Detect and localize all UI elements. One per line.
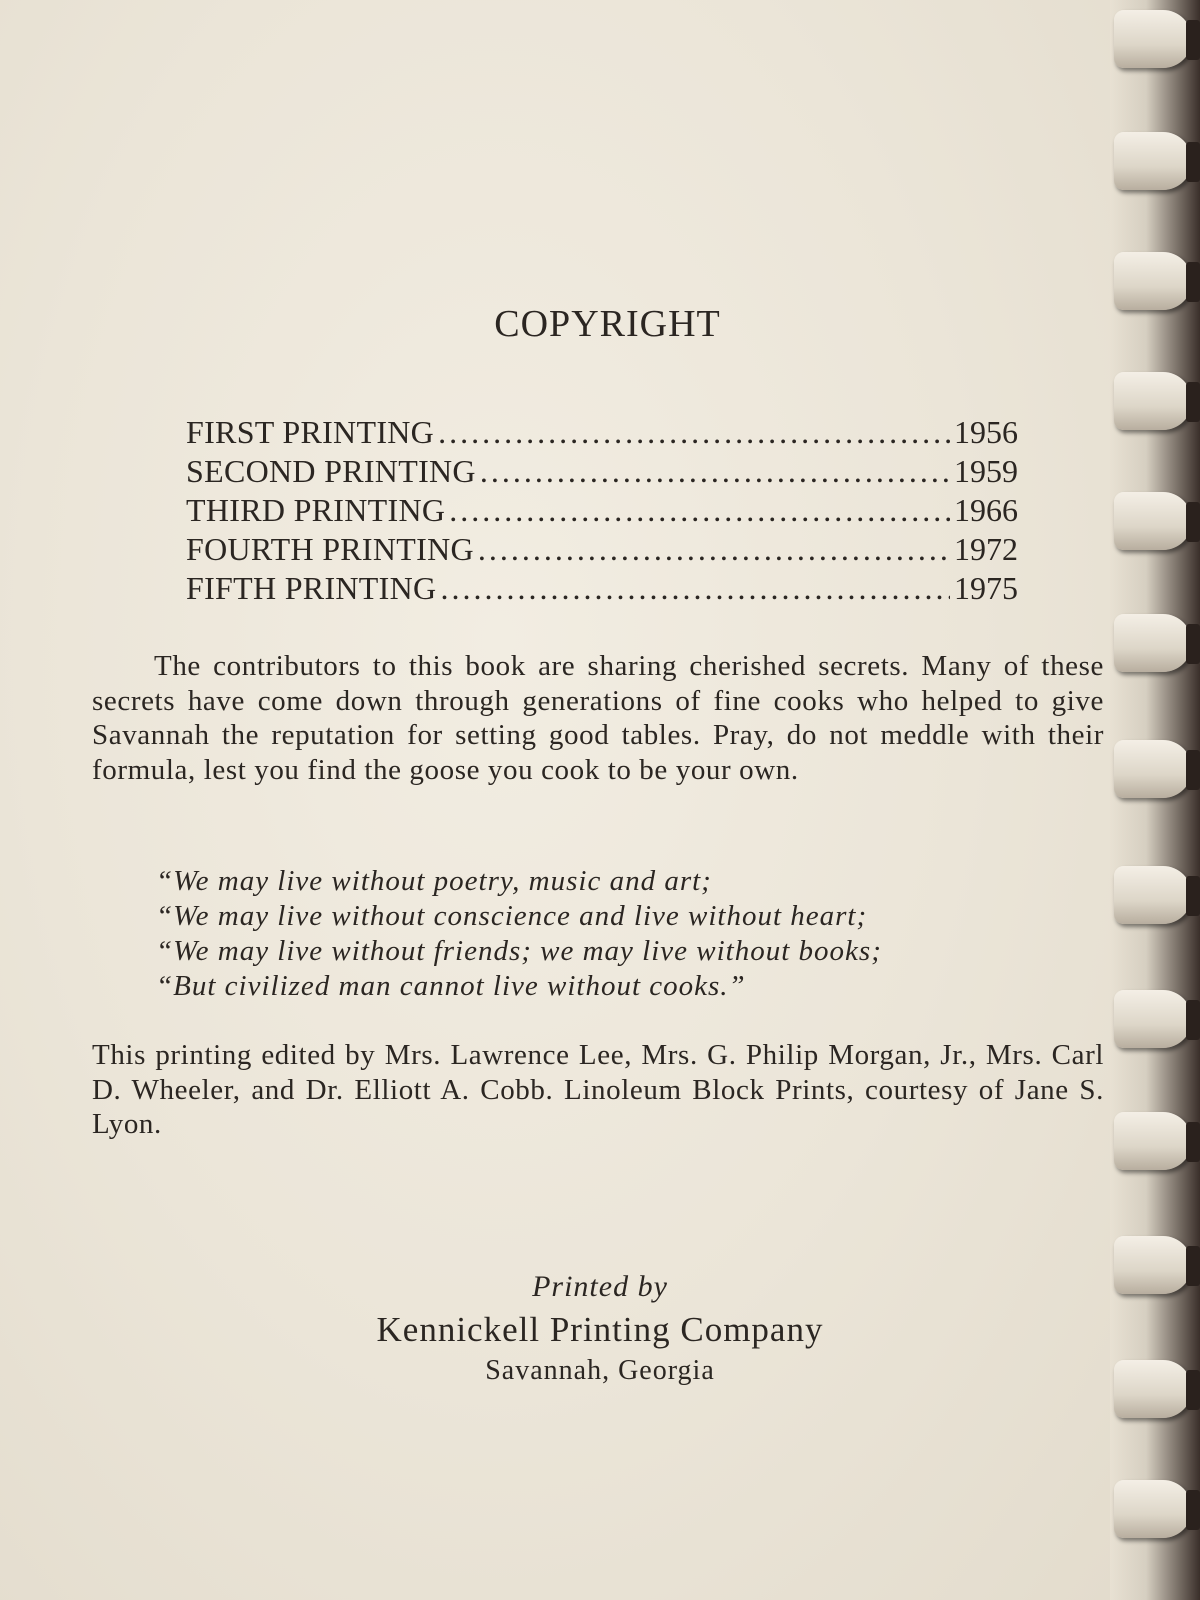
binding-ring (1114, 740, 1192, 798)
binding-ring (1114, 10, 1192, 68)
page-title: COPYRIGHT (494, 303, 721, 345)
printing-row (186, 414, 1018, 453)
printing-row (186, 492, 1018, 531)
printing-label: FIRST PRINTING (186, 414, 435, 450)
binding-ring (1114, 1360, 1192, 1418)
editors-paragraph: This printing edited by Mrs. Lawrence Lee, Mrs. G. Philip Morgan, Jr., Mrs. Carl D. Wheeler, and Dr. Elliott A. Cobb. Linoleum Block Prints, courtesy of Jane S. Lyon. (92, 1039, 1104, 1140)
poem-line: “We may live without poetry, music and art; (156, 865, 712, 897)
printing-row (186, 570, 1018, 609)
printing-label: FOURTH PRINTING (186, 531, 474, 567)
printing-label: THIRD PRINTING (186, 492, 446, 528)
printing-year: 1956 (954, 414, 1018, 450)
dot-leader (449, 492, 950, 529)
printing-year: 1972 (954, 531, 1018, 567)
dot-leader (480, 453, 950, 490)
binding-ring (1114, 1112, 1192, 1170)
binding-ring (1114, 1236, 1192, 1294)
binding-ring (1114, 1480, 1192, 1538)
printing-row (186, 453, 1018, 492)
printing-year: 1959 (954, 453, 1018, 489)
intro-paragraph: The contributors to this book are sharing cherished secrets. Many of these secrets have come down through generations of fine cooks who helped to give Savannah the reputation for setting good tables. Pray, do not meddle with their formula, lest you find the goose you cook to be your own. (92, 650, 1104, 786)
binding-ring (1114, 614, 1192, 672)
printer-location: Savannah, Georgia (485, 1355, 715, 1386)
poem-verse (156, 864, 882, 1004)
binding-ring (1114, 132, 1192, 190)
printing-history-list (186, 414, 1018, 609)
printing-year: 1966 (954, 492, 1018, 528)
printer-company-name: Kennickell Printing Company (376, 1310, 824, 1349)
poem-line: “We may live without friends; we may live without books; (156, 935, 882, 967)
binding-ring (1114, 492, 1192, 550)
printing-label: SECOND PRINTING (186, 453, 476, 489)
printing-row (186, 531, 1018, 570)
binding-ring (1114, 866, 1192, 924)
spiral-binding (1110, 0, 1200, 1600)
binding-ring (1114, 990, 1192, 1048)
poem-line: “We may live without conscience and live without heart; (156, 900, 868, 932)
binding-ring (1114, 372, 1192, 430)
printing-label: FIFTH PRINTING (186, 570, 437, 606)
dot-leader (440, 570, 950, 607)
dot-leader (438, 414, 950, 451)
poem-line: “But civilized man cannot live without cooks.” (156, 970, 746, 1002)
dot-leader (478, 531, 950, 568)
printing-year: 1975 (954, 570, 1018, 606)
printed-by-label: Printed by (532, 1270, 668, 1303)
binding-ring (1114, 252, 1192, 310)
